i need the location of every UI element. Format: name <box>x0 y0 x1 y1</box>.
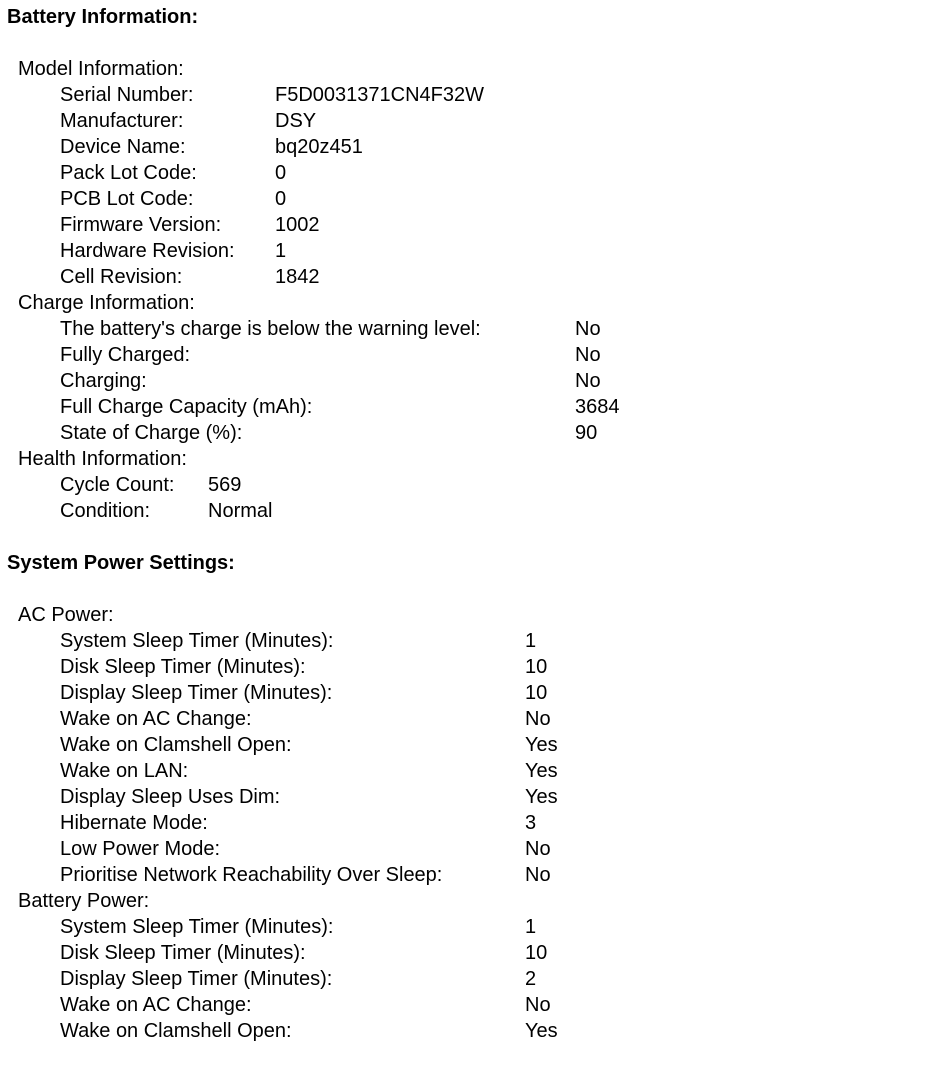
section-title-system-power-settings: System Power Settings: <box>7 552 235 574</box>
group-title-charge-information: Charge Information: <box>18 292 195 314</box>
row-ac-disk-sleep-timer <box>0 654 942 680</box>
row-charging <box>0 368 942 394</box>
row-ac-wake-on-ac-change <box>0 706 942 732</box>
row-value: 1 <box>525 630 537 652</box>
row-value: 569 <box>208 474 242 496</box>
row-label: Serial Number: <box>60 84 194 106</box>
row-label: Device Name: <box>60 136 186 158</box>
row-value: 1 <box>275 240 287 262</box>
row-condition <box>0 498 942 524</box>
row-ac-wake-on-lan <box>0 758 942 784</box>
row-value: 90 <box>575 422 598 444</box>
row-ac-display-sleep-timer <box>0 680 942 706</box>
row-ac-system-sleep-timer <box>0 628 942 654</box>
row-ac-prioritise-network-reachability <box>0 862 942 888</box>
row-device-name <box>0 134 942 160</box>
row-label: Low Power Mode: <box>60 838 221 860</box>
row-cell-revision <box>0 264 942 290</box>
section-title-battery-information: Battery Information: <box>7 6 199 28</box>
row-serial-number <box>0 82 942 108</box>
row-value: No <box>575 370 601 392</box>
row-label: Wake on AC Change: <box>60 708 252 730</box>
row-label: Hibernate Mode: <box>60 812 208 834</box>
row-pack-lot-code <box>0 160 942 186</box>
row-value: 10 <box>525 682 548 704</box>
row-value: 0 <box>275 188 287 210</box>
row-value: 10 <box>525 942 548 964</box>
row-label: Charging: <box>60 370 147 392</box>
row-value: bq20z451 <box>275 136 363 158</box>
row-ac-hibernate-mode <box>0 810 942 836</box>
row-value: 1 <box>525 916 537 938</box>
row-label: Pack Lot Code: <box>60 162 197 184</box>
row-value: F5D0031371CN4F32W <box>275 84 484 106</box>
row-value: No <box>575 318 601 340</box>
row-value: No <box>525 838 551 860</box>
group-title-battery-power: Battery Power: <box>18 890 150 912</box>
row-value: 2 <box>525 968 537 990</box>
row-value: 0 <box>275 162 287 184</box>
group-title-health-information: Health Information: <box>18 448 187 470</box>
row-label: Fully Charged: <box>60 344 191 366</box>
row-ac-low-power-mode <box>0 836 942 862</box>
row-label: Disk Sleep Timer (Minutes): <box>60 656 306 678</box>
row-label: Wake on LAN: <box>60 760 189 782</box>
row-label: Display Sleep Timer (Minutes): <box>60 968 333 990</box>
row-label: Wake on Clamshell Open: <box>60 734 292 756</box>
row-value: 1842 <box>275 266 320 288</box>
row-label: System Sleep Timer (Minutes): <box>60 630 334 652</box>
row-label: PCB Lot Code: <box>60 188 194 210</box>
blank-line <box>0 30 942 56</box>
row-batt-disk-sleep-timer <box>0 940 942 966</box>
blank-line <box>0 576 942 602</box>
row-value: Normal <box>208 500 273 522</box>
row-ac-display-sleep-uses-dim <box>0 784 942 810</box>
row-label: Disk Sleep Timer (Minutes): <box>60 942 306 964</box>
group-title-model-information: Model Information: <box>18 58 184 80</box>
row-value: No <box>525 864 551 886</box>
row-label: Full Charge Capacity (mAh): <box>60 396 313 418</box>
row-value: No <box>525 994 551 1016</box>
row-batt-display-sleep-timer <box>0 966 942 992</box>
row-firmware-version <box>0 212 942 238</box>
row-value: No <box>525 708 551 730</box>
row-label: Condition: <box>60 500 151 522</box>
row-battery-warning-level <box>0 316 942 342</box>
row-label: Manufacturer: <box>60 110 184 132</box>
row-label: Wake on Clamshell Open: <box>60 1020 292 1042</box>
row-label: Cell Revision: <box>60 266 183 288</box>
row-label: State of Charge (%): <box>60 422 243 444</box>
row-full-charge-capacity <box>0 394 942 420</box>
row-label: Hardware Revision: <box>60 240 235 262</box>
row-value: Yes <box>525 1020 558 1042</box>
blank-line <box>0 524 942 550</box>
row-value: 1002 <box>275 214 320 236</box>
row-label: Display Sleep Timer (Minutes): <box>60 682 333 704</box>
row-value: Yes <box>525 786 558 808</box>
row-value: No <box>575 344 601 366</box>
row-value: 3 <box>525 812 537 834</box>
row-batt-wake-on-ac-change <box>0 992 942 1018</box>
row-pcb-lot-code <box>0 186 942 212</box>
row-batt-system-sleep-timer <box>0 914 942 940</box>
row-label: Wake on AC Change: <box>60 994 252 1016</box>
row-value: DSY <box>275 110 317 132</box>
row-batt-wake-on-clamshell-open <box>0 1018 942 1044</box>
row-cycle-count <box>0 472 942 498</box>
group-title-ac-power: AC Power: <box>18 604 114 626</box>
row-value: Yes <box>525 734 558 756</box>
row-label: Display Sleep Uses Dim: <box>60 786 281 808</box>
row-value: 3684 <box>575 396 620 418</box>
row-label: Firmware Version: <box>60 214 222 236</box>
row-value: 10 <box>525 656 548 678</box>
row-manufacturer <box>0 108 942 134</box>
row-fully-charged <box>0 342 942 368</box>
row-label: Cycle Count: <box>60 474 175 496</box>
row-label: The battery's charge is below the warning level: <box>60 318 481 340</box>
row-value: Yes <box>525 760 558 782</box>
row-label: System Sleep Timer (Minutes): <box>60 916 334 938</box>
row-ac-wake-on-clamshell-open <box>0 732 942 758</box>
row-label: Prioritise Network Reachability Over Sleep: <box>60 864 443 886</box>
row-state-of-charge <box>0 420 942 446</box>
row-hardware-revision <box>0 238 942 264</box>
